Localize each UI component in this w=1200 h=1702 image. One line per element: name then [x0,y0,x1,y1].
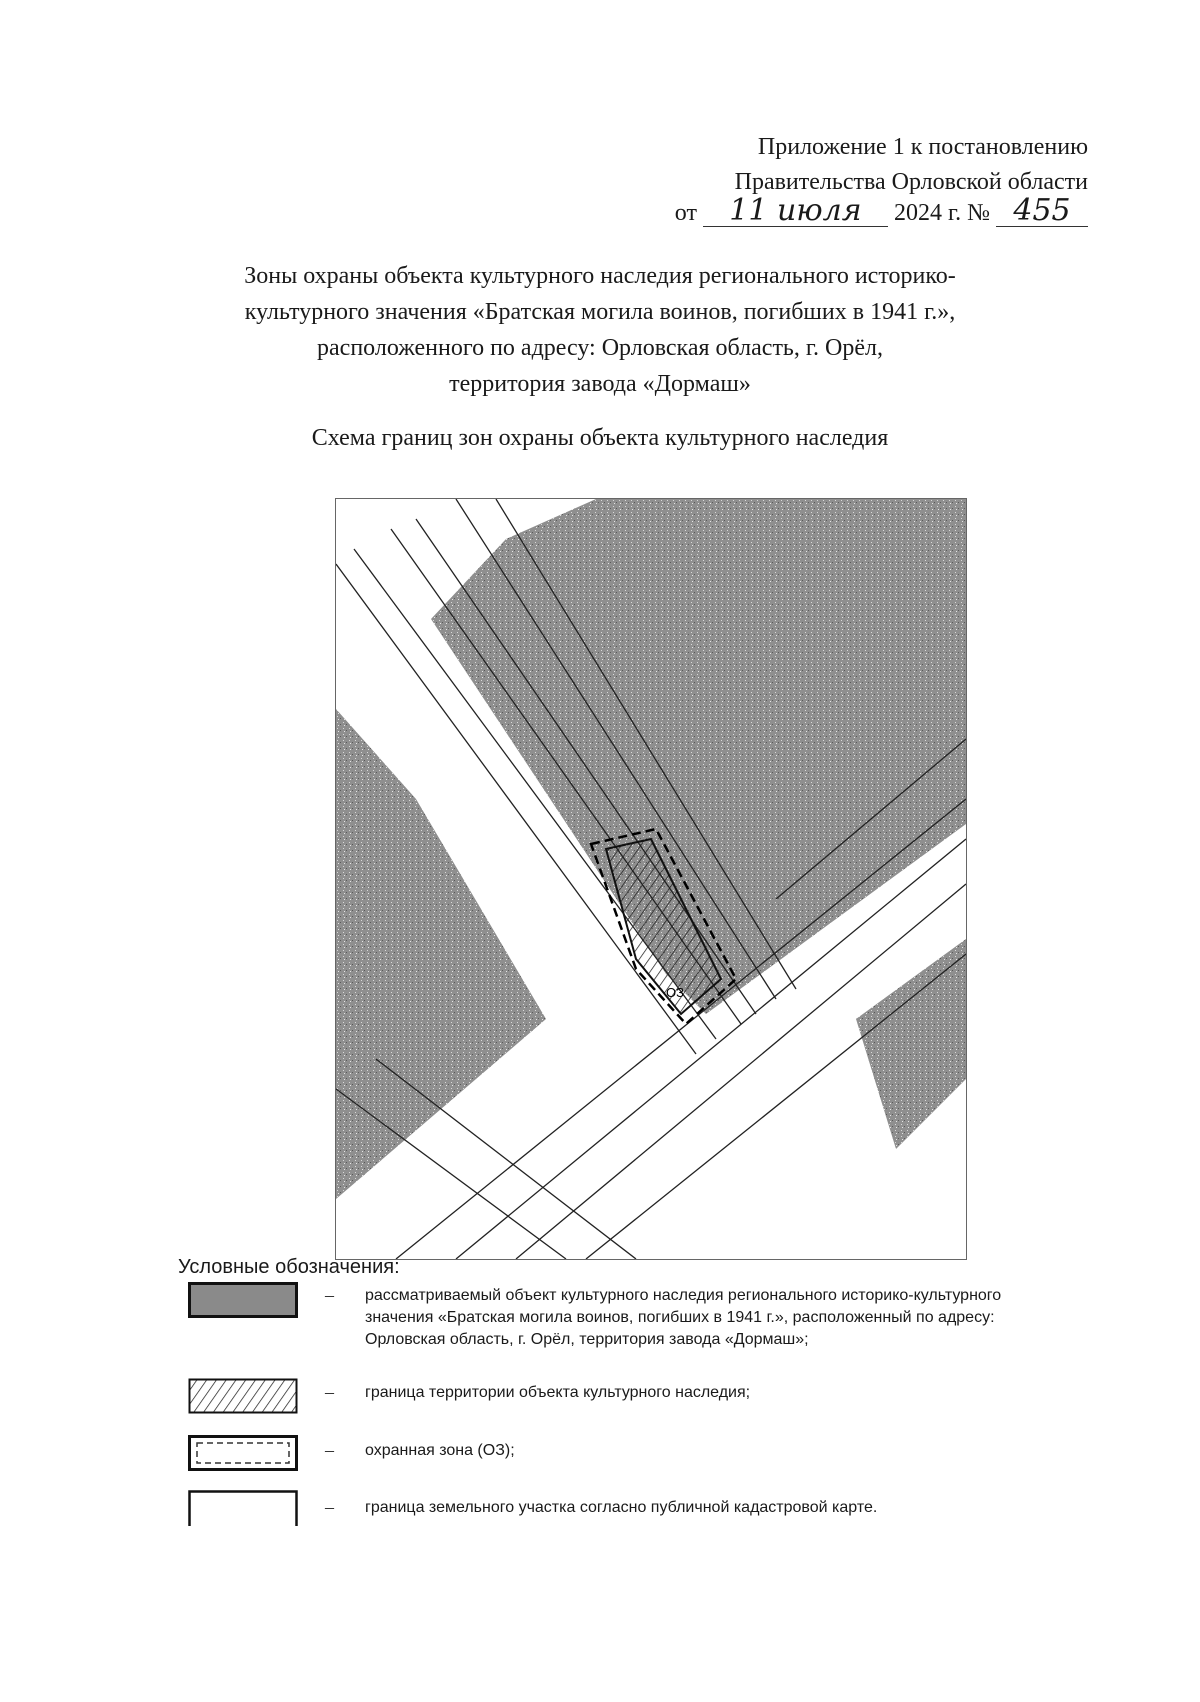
legend-symbol-land-plot [188,1490,298,1526]
document-title [150,258,1050,402]
title-line: территория завода «Дормаш» [449,371,751,397]
legend-symbol-protection-zone [188,1435,298,1471]
government-line: Правительства Орловской области [734,169,1088,195]
legend-dash: – [325,1382,334,1402]
stippled-block [336,709,546,1199]
legend-item-territory: граница территории объекта культурного наследия; [365,1384,751,1401]
scheme-title: Схема границ зон охраны объекта культурного наследия [311,425,889,451]
cadastral-map [335,498,967,1260]
legend-symbol-territory [188,1378,298,1414]
zone-label: ОЗ [666,985,684,1000]
stippled-block [856,939,966,1149]
legend-symbol-object [188,1282,298,1318]
legend-item-object: рассматриваемый объект культурного наследия регионального историко-культурного значения «Братская могила воинов, погибших в 1941 г.», расположенный по адресу: Орловская область, г. Орёл, территория завода «Дормаш»; [365,1287,1002,1348]
legend-item-land-plot: граница земельного участка согласно публичной кадастровой карте. [365,1499,878,1516]
handwritten-number: 455 [996,196,1088,227]
legend-dash: – [325,1497,334,1517]
appendix-line: Приложение 1 к постановлению [757,134,1088,160]
map-graphic [336,499,966,1259]
resolution-year: 2024 г. № [893,200,990,226]
resolution-date-line [674,193,1088,230]
legend-heading: Условные обозначения: [178,1256,400,1278]
legend-item-protection-zone: охранная зона (ОЗ); [365,1442,515,1459]
handwritten-date: 11 июля [703,196,888,227]
from-prefix: от [674,200,697,226]
legend-dash: – [325,1440,334,1460]
title-line: Зоны охраны объекта культурного наследия регионального историко- [244,263,956,289]
title-line: культурного значения «Братская могила воинов, погибших в 1941 г.», [244,299,956,325]
title-line: расположенного по адресу: Орловская область, г. Орёл, [317,335,883,361]
legend-dash: – [325,1285,334,1305]
